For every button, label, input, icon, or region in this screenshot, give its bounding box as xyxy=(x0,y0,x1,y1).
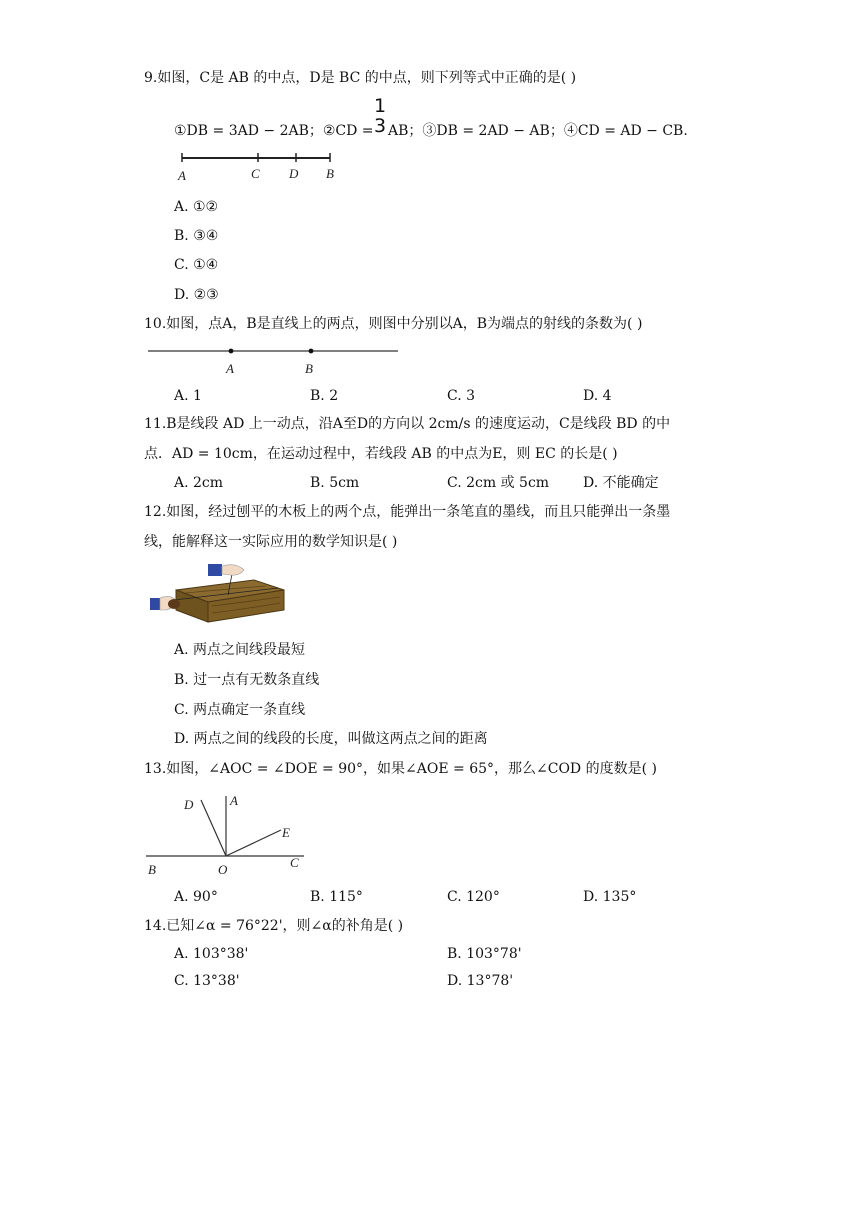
q12-option-d: D. 两点之间的线段的长度，叫做这两点之间的距离 xyxy=(174,731,488,747)
q14-stem: 14.已知∠α = 76°22'，则∠α的补角是( ) xyxy=(144,918,404,934)
wood-board-illustration xyxy=(146,560,288,628)
q9-fraction-numerator: 1 xyxy=(374,95,387,117)
q10-stem: 10.如图，点A，B是直线上的两点，则图中分别以A，B为端点的射线的条数为( ) xyxy=(144,316,643,332)
q10-label-b: B xyxy=(305,361,313,376)
q11-option-a: A. 2cm xyxy=(174,475,224,491)
q13-option-c: C. 120° xyxy=(447,889,500,905)
q9-stem: 9.如图，C是 AB 的中点，D是 BC 的中点，则下列等式中正确的是( ) xyxy=(144,70,577,86)
q9-fraction-denominator: 3 xyxy=(374,115,387,137)
q9-option-a: A. ①② xyxy=(174,199,219,215)
q13-label-a: A xyxy=(230,793,238,808)
q9-option-c: C. ①④ xyxy=(174,257,219,273)
q10-line-figure xyxy=(148,344,400,378)
q9-equation-part2: AB；③DB = 2AD − AB；④CD = AD − CB. xyxy=(388,123,688,139)
q12-option-c: C. 两点确定一条直线 xyxy=(174,702,306,718)
q11-option-d: D. 不能确定 xyxy=(583,475,659,491)
q10-option-b: B. 2 xyxy=(310,388,339,404)
q12-option-b: B. 过一点有无数条直线 xyxy=(174,672,320,688)
q14-option-c: C. 13°38' xyxy=(174,973,240,989)
q9-segment-figure xyxy=(176,150,356,186)
q13-label-b: B xyxy=(148,862,156,877)
q10-label-a: A xyxy=(226,361,234,376)
q14-option-d: D. 13°78' xyxy=(447,973,514,989)
q13-label-c: C xyxy=(290,855,299,870)
q11-option-b: B. 5cm xyxy=(310,475,360,491)
q13-label-e: E xyxy=(282,825,290,840)
q13-option-b: B. 115° xyxy=(310,889,363,905)
q10-option-a: A. 1 xyxy=(174,388,202,404)
q13-option-d: D. 135° xyxy=(583,889,637,905)
q9-equation-part1: ①DB = 3AD − 2AB；②CD = xyxy=(174,123,374,139)
q14-option-b: B. 103°78' xyxy=(447,946,522,962)
q9-label-d: D xyxy=(289,166,299,181)
q13-stem: 13.如图，∠AOC = ∠DOE = 90°，如果∠AOE = 65°，那么∠COD 的度数是( ) xyxy=(144,761,657,777)
q13-label-d: D xyxy=(184,797,194,812)
q12-stem-line2: 线，能解释这一实际应用的数学知识是( ) xyxy=(144,534,398,550)
q13-label-o: O xyxy=(218,862,228,877)
q10-option-c: C. 3 xyxy=(447,388,476,404)
q12-stem-line1: 12.如图，经过刨平的木板上的两个点，能弹出一条笔直的墨线，而且只能弹出一条墨 xyxy=(144,504,671,520)
q9-option-d: D. ②③ xyxy=(174,287,219,303)
q9-label-c: C xyxy=(251,166,260,181)
q11-stem-line2: 点．AD = 10cm，在运动过程中，若线段 AB 的中点为E，则 EC 的长是( ) xyxy=(144,446,618,462)
q10-option-d: D. 4 xyxy=(583,388,612,404)
q9-option-b: B. ③④ xyxy=(174,228,219,244)
q11-stem-line1: 11.B是线段 AD 上一动点，沿A至D的方向以 2cm/s 的速度运动，C是线段 BD 的中 xyxy=(144,416,671,432)
q13-option-a: A. 90° xyxy=(174,889,218,905)
q11-option-c: C. 2cm 或 5cm xyxy=(447,475,550,491)
q12-option-a: A. 两点之间线段最短 xyxy=(174,642,306,658)
q14-option-a: A. 103°38' xyxy=(174,946,249,962)
q9-label-a: A xyxy=(178,168,186,183)
q9-label-b: B xyxy=(326,166,334,181)
q13-angle-figure xyxy=(146,790,308,878)
